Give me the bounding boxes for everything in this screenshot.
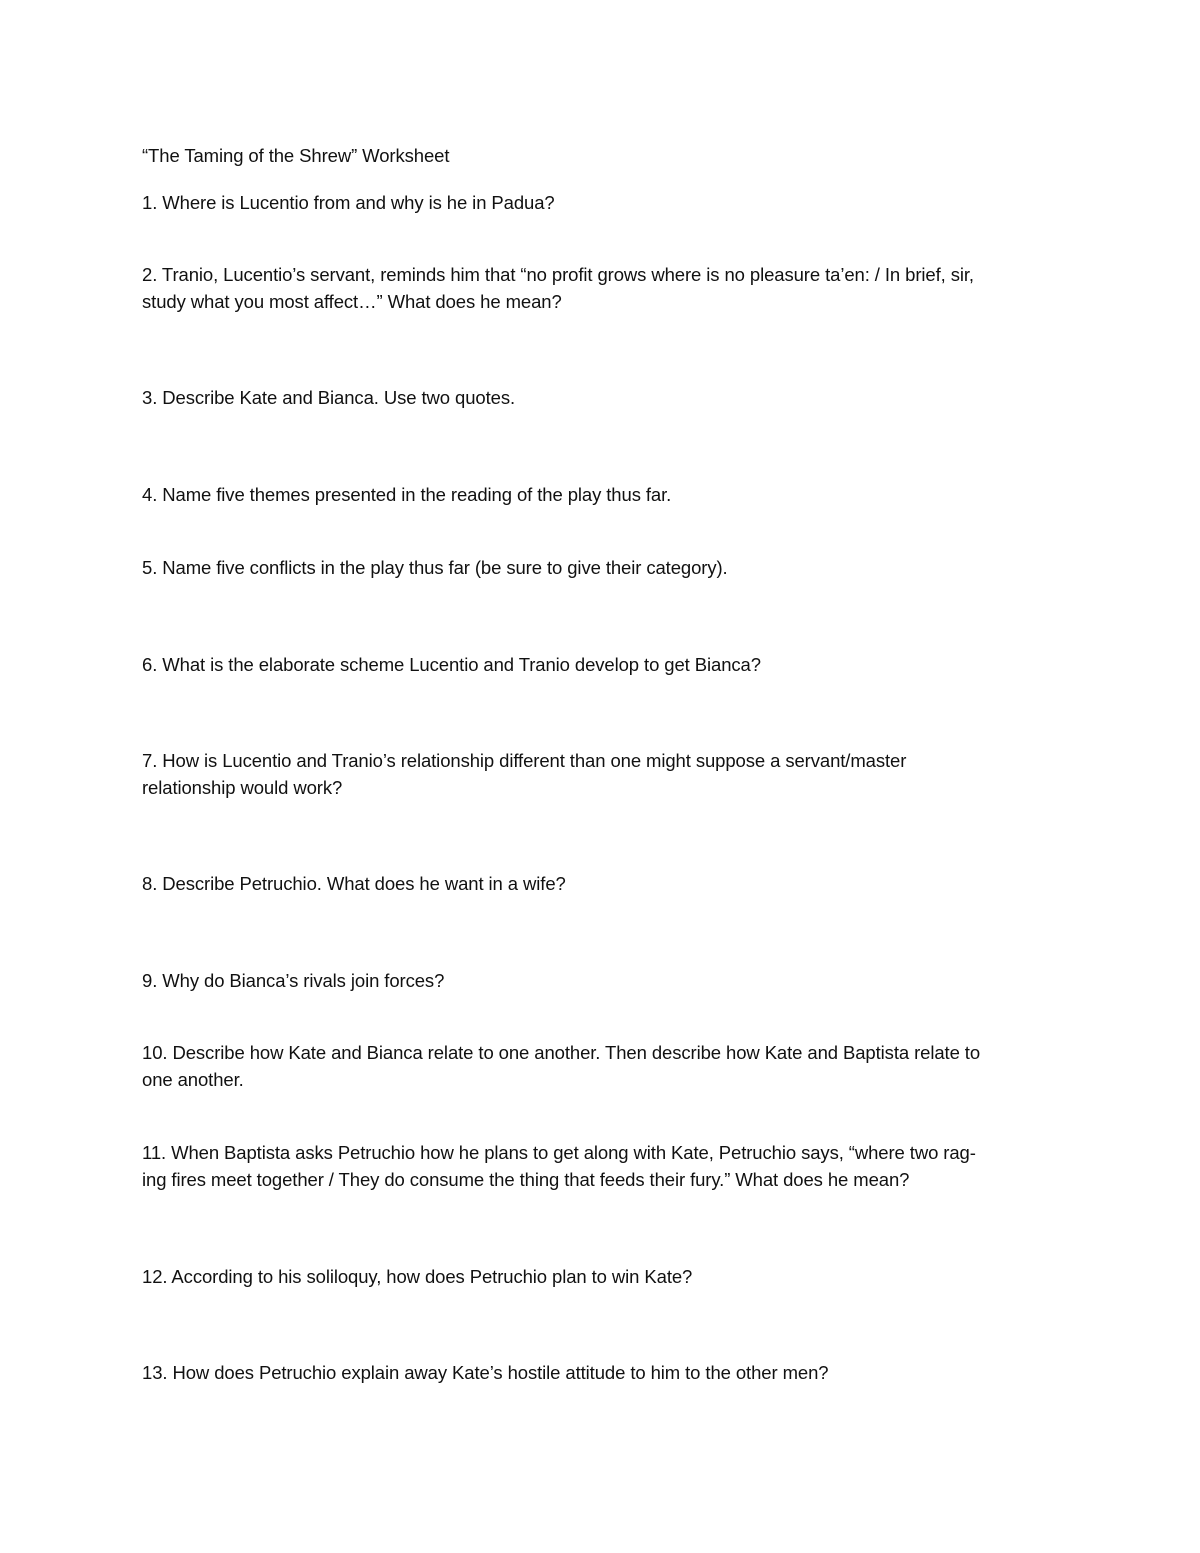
question-1-line-1: 1. Where is Lucentio from and why is he in Padua? <box>142 192 555 213</box>
question-10-line-2: one another. <box>142 1069 244 1090</box>
question-10-line-1: 10. Describe how Kate and Bianca relate to one another. Then describe how Kate and Baptista relate to <box>142 1042 981 1063</box>
question-12-line-1: 12. According to his soliloquy, how does Petruchio plan to win Kate? <box>142 1266 693 1287</box>
question-2-line-2: study what you most affect…” What does he mean? <box>142 291 562 312</box>
question-8-line-1: 8. Describe Petruchio. What does he want in a wife? <box>142 873 566 894</box>
question-5-line-1: 5. Name five conflicts in the play thus far (be sure to give their category). <box>142 557 728 578</box>
question-2-line-1: 2. Tranio, Lucentio’s servant, reminds him that “no profit grows where is no pleasure ta’en: / In brief, sir, <box>142 264 974 285</box>
question-11-line-2: ing fires meet together / They do consume the thing that feeds their fury.” What does he mean? <box>142 1169 910 1190</box>
question-7-line-2: relationship would work? <box>142 777 343 798</box>
question-11-line-1: 11. When Baptista asks Petruchio how he plans to get along with Kate, Petruchio says, “where two rag- <box>142 1142 976 1163</box>
question-3-line-1: 3. Describe Kate and Bianca. Use two quotes. <box>142 387 516 408</box>
question-4-line-1: 4. Name five themes presented in the reading of the play thus far. <box>142 484 672 505</box>
question-7-line-1: 7. How is Lucentio and Tranio’s relationship different than one might suppose a servant/master <box>142 750 907 771</box>
worksheet-title: “The Taming of the Shrew” Worksheet <box>142 145 450 166</box>
question-6-line-1: 6. What is the elaborate scheme Lucentio and Tranio develop to get Bianca? <box>142 654 761 675</box>
question-9-line-1: 9. Why do Bianca’s rivals join forces? <box>142 970 445 991</box>
question-13-line-1: 13. How does Petruchio explain away Kate’s hostile attitude to him to the other men? <box>142 1362 829 1383</box>
